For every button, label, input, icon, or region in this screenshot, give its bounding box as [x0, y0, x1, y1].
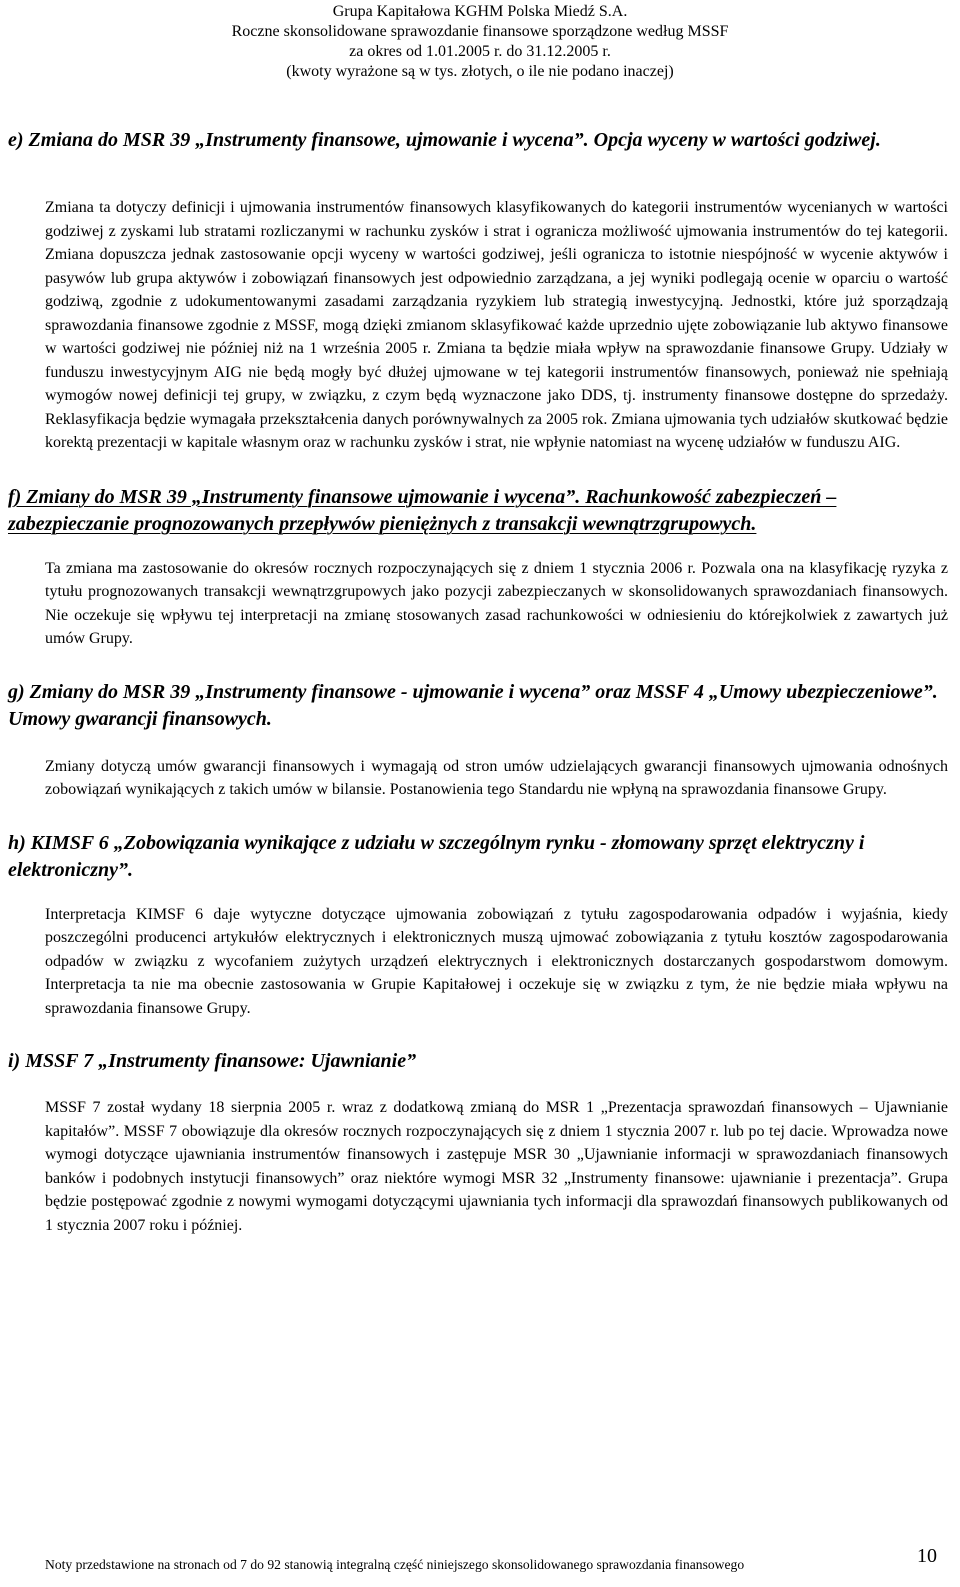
page-header: [0, 2, 960, 82]
section-paragraph: Zmiana ta dotyczy definicji i ujmowania instrumentów finansowych klasyfikowanych do kategorii instrumentów wycenianych w wartości godziwej z zyskami lub stratami rozliczanymi w rachunku zysków i strat i ogranicza możliwość ujmowania instrumentów do tej kategorii. Zmiana dopuszcza jednak zastosowanie opcji wyceny w wartości godziwej, jeśli ogranicza to istotnie niespójność w wycenie aktywów i pasywów lub grupa aktywów i zobowiązań finansowych jest odpowiednio zarządzana, a jej wyniki podlegają ocenie w oparciu o wartość godziwą, zgodnie z udokumentowanymi zasadami zarządzania ryzykiem lub strategią inwestycyjną. Jednostki, które już sporządzają sprawozdania finansowe zgodnie z MSSF, mogą dzięki zmianom sklasyfikować każde uprzednio ujęte zobowiązanie lub aktywo finansowe w wartości godziwej nie później niż na 1 września 2005 r. Zmiana ta będzie miała wpływ na sprawozdanie finansowe Grupy. Udziały w funduszu inwestycyjnym AIG nie będą mogły być dłużej ujmowane w tej kategorii instrumentów finansowych, ponieważ nie spełniają wymogów nowej definicji tej grupy, w związku, z czym będą wyznaczone jako DDS, tj. instrumenty finansowe dostępne do sprzedaży. Reklasyfikacja będzie wymagała przekształcenia danych porównywalnych za 2005 rok. Zmiana ujmowania tych udziałów skutkować będzie korektą prezentacji w kapitale własnym oraz w rachunku zysków i strat, nie wpłynie natomiast na wycenę udziałów w funduszu AIG.: [45, 199, 948, 451]
section-heading: h) KIMSF 6 „Zobowiązania wynikające z udziału w szczególnym rynku - złomowany sprzęt elektryczny i elektroniczny”.: [8, 831, 865, 881]
header-report-title: Roczne skonsolidowane sprawozdanie finansowe sporządzone według MSSF: [231, 23, 729, 40]
page-number: 10: [917, 1545, 937, 1567]
section-f: [8, 484, 948, 651]
section-paragraph: MSSF 7 został wydany 18 sierpnia 2005 r. wraz z dodatkową zmianą do MSR 1 „Prezentacja sprawozdań finansowych – Ujawnianie kapitałów”. MSSF 7 obowiązuje dla okresów rocznych rozpoczynających się z dniem 1 stycznia 2007 r. lub po tej dacie. Wprowadza nowe wymogi dotyczące ujawniania instrumentów finansowych i zastępuje MSR 30 „Ujawnianie informacji w sprawozdaniach finansowych banków i podobnych instytucji finansowych” oraz niektóre wymogi MSR 32 „Instrumenty finansowe: ujawnianie i prezentacja”. Grupa będzie postępować zgodnie z nowymi wymogami dotyczącymi ujawniania tych informacji dla sprawozdań finansowych publikowanych od 1 stycznia 2007 roku i później.: [45, 1099, 948, 1234]
footer-note: Noty przedstawione na stronach od 7 do 92 stanowią integralną część niniejszego skonsolidowanego sprawozdania finansowego: [45, 1557, 745, 1572]
section-e: [8, 127, 948, 455]
header-currency-note: (kwoty wyrażone są w tys. złotych, o ile nie podano inaczej): [286, 63, 674, 80]
section-paragraph: Ta zmiana ma zastosowanie do okresów rocznych rozpoczynających się z dniem 1 stycznia 2006 r. Pozwala ona na klasyfikację ryzyka z tytułu prognozowanych transakcji wewnątrzgrupowych jako pozycji zabezpieczanych w skonsolidowanych sprawozdaniach finansowych. Nie oczekuje się wpływu tej interpretacji na zmianę stosowanych zasad rachunkowości w odniesieniu do którejkolwiek z zawartych już umów Grupy.: [45, 559, 948, 647]
section-paragraph: Zmiany dotyczą umów gwarancji finansowych i wymagają od stron umów udzielających gwarancji finansowych ujmowania odnośnych zobowiązań wynikających z takich umów w bilansie. Postanowienia tego Standardu nie wpłyną na sprawozdania finansowe Grupy.: [45, 757, 948, 798]
header-company: Grupa Kapitałowa KGHM Polska Miedź S.A.: [332, 3, 628, 20]
section-g: [8, 679, 948, 802]
document-body: [8, 127, 948, 1237]
section-heading: g) Zmiany do MSR 39 „Instrumenty finansowe - ujmowanie i wycena” oraz MSSF 4 „Umowy ubezpieczeniowe”. Umowy gwarancji finansowych.: [8, 680, 938, 730]
section-h: [8, 830, 948, 1021]
section-heading: f) Zmiany do MSR 39 „Instrumenty finansowe ujmowanie i wycena”. Rachunkowość zabezpieczeń – zabezpieczanie prognozowanych przepływów pieniężnych z transakcji wewnątrzgrupowych.: [8, 485, 837, 535]
section-heading: i) MSSF 7 „Instrumenty finansowe: Ujawnianie”: [8, 1050, 417, 1072]
section-paragraph: Interpretacja KIMSF 6 daje wytyczne dotyczące ujmowania zobowiązań z tytułu zagospodarowania odpadów i wyjaśnia, kiedy poszczególni producenci artykułów elektrycznych i elektronicznych muszą ujmować zobowiązania z tytułu kosztów zagospodarowania odpadów w związku z wycofaniem zużytych urządzeń elektrycznych i elektronicznych dostarczanych gospodarstwom domowym. Interpretacja ta nie ma obecnie zastosowania w Grupie Kapitałowej i oczekuje się w związku z tym, że nie będzie miała wpływu na sprawozdania finansowe Grupy.: [45, 905, 948, 1017]
section-i: [8, 1048, 948, 1237]
section-heading: e) Zmiana do MSR 39 „Instrumenty finansowe, ujmowanie i wycena”. Opcja wyceny w wartości godziwej.: [8, 129, 881, 151]
header-period: za okres od 1.01.2005 r. do 31.12.2005 r.: [349, 43, 611, 60]
